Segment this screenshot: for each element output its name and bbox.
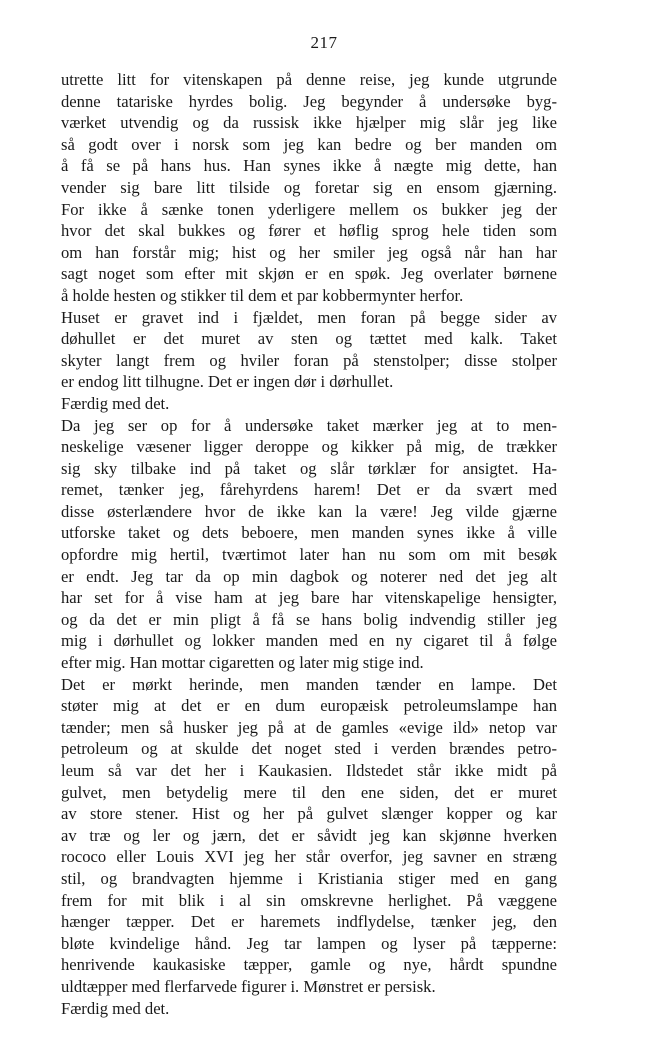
text-line: rococo eller Louis XVI jeg her står overfor, jeg savner en stræng	[61, 847, 557, 867]
text-line: er endt. Jeg tar da op min dagbok og noterer ned det jeg alt	[61, 566, 557, 586]
text-line: er endog litt tilhugne. Det er ingen dør i dørhullet.	[61, 372, 394, 392]
text-line: vender sig bare litt tilside og foretar sig en ensom gjærning.	[61, 177, 557, 197]
text-line: Huset er gravet ind i fjældet, men foran på begge sider av	[61, 307, 557, 327]
text-line: frem for mit blik i al sin omskrevne herlighet. På væggene	[61, 890, 557, 910]
text-line: efter mig. Han mottar cigaretten og later mig stige ind.	[61, 653, 424, 673]
text-line: værket utvendig og da russisk ikke hjælper mig slår jeg like	[61, 113, 557, 133]
text-line: sig sky tilbake ind på taket og slår tørklær for ansigtet. Ha-	[61, 458, 557, 478]
page-number: 217	[310, 33, 338, 52]
text-line: disse østerlændere hvor de ikke kan la være! Jeg vilde gjærne	[61, 501, 557, 521]
text-line: har set for å vise ham at jeg bare har vitenskapelige hensigter,	[61, 588, 557, 608]
text-line: skyter langt frem og hviler foran på stenstolper; disse stolper	[61, 350, 557, 370]
text-line: stil, og brandvagten hjemme i Kristiania stiger med en gang	[61, 868, 557, 888]
text-line: gulvet, men betydelig mere til den ene siden, det er muret	[61, 782, 557, 802]
text-line: Færdig med det.	[61, 393, 170, 413]
text-line: om han forstår mig; hist og her smiler jeg også når han har	[61, 242, 557, 262]
text-line: å holde hesten og stikker til dem et par kobbermynter herfor.	[61, 285, 464, 305]
text-line: utrette litt for vitenskapen på denne reise, jeg kunde utgrunde	[61, 70, 557, 89]
text-line: døhullet er det muret av sten og tættet med kalk. Taket	[61, 329, 557, 349]
text-line: remet, tænker jeg, fårehyrdens harem! Det er da svært med	[61, 480, 557, 500]
text-line: Da jeg ser op for å undersøke taket mærker jeg at to men-	[61, 415, 557, 435]
text-line: henrivende kaukasiske tæpper, gamle og nye, hårdt spundne	[61, 955, 557, 975]
text-line: av træ og ler og jærn, det er såvidt jeg kan skjønne hverken	[61, 825, 557, 845]
text-line: sagt noget som efter mit skjøn er en spøk. Jeg overlater børnene	[61, 264, 557, 284]
text-line: hænger tæpper. Det er haremets indflydelse, tænker jeg, den	[61, 912, 557, 932]
text-line: petroleum og at skulde det noget sted i verden brændes petro-	[61, 739, 557, 759]
text-line: For ikke å sænke tonen yderligere mellem os bukker jeg der	[61, 199, 557, 219]
text-line: bløte kvindelige hånd. Jeg tar lampen og lyser på tæpperne:	[61, 933, 557, 953]
text-line: uldtæpper med flerfarvede figurer i. Mønstret er persisk.	[61, 976, 436, 996]
body-text	[61, 69, 557, 1019]
text-line: å få se på hans hus. Han synes ikke å nægte mig dette, han	[61, 156, 557, 176]
text-line: tænder; men så husker jeg på at de gamles «evige ild» netop var	[61, 717, 557, 737]
text-line: utforske taket og dets beboere, men manden synes ikke å ville	[61, 523, 557, 543]
text-line: så godt over i norsk som jeg kan bedre og ber manden om	[61, 134, 557, 154]
text-line: opfordre mig hertil, tværtimot later han nu som om mit besøk	[61, 545, 557, 565]
text-line: leum så var det her i Kaukasien. Ildstedet står ikke midt på	[61, 761, 557, 780]
text-line: neskelige væsener ligger deroppe og kikker på mig, de trækker	[61, 437, 557, 457]
text-line: av store stener. Hist og her på gulvet slænger kopper og kar	[61, 804, 557, 824]
text-line: mig i dørhullet og lokker manden med en ny cigaret til å følge	[61, 631, 557, 651]
text-line: og da det er min pligt å få se hans bolig indvendig stiller jeg	[61, 609, 557, 629]
text-line: hvor det skal bukkes og fører et høflig sprog hele tiden som	[61, 221, 557, 241]
text-line: denne tatariske hyrdes bolig. Jeg begynder å undersøke byg-	[61, 91, 557, 111]
text-line: støter mig at det er en dum europæisk petroleumslampe han	[61, 696, 557, 716]
text-line: Færdig med det.	[61, 998, 170, 1018]
text-line: Det er mørkt herinde, men manden tænder en lampe. Det	[61, 674, 557, 694]
